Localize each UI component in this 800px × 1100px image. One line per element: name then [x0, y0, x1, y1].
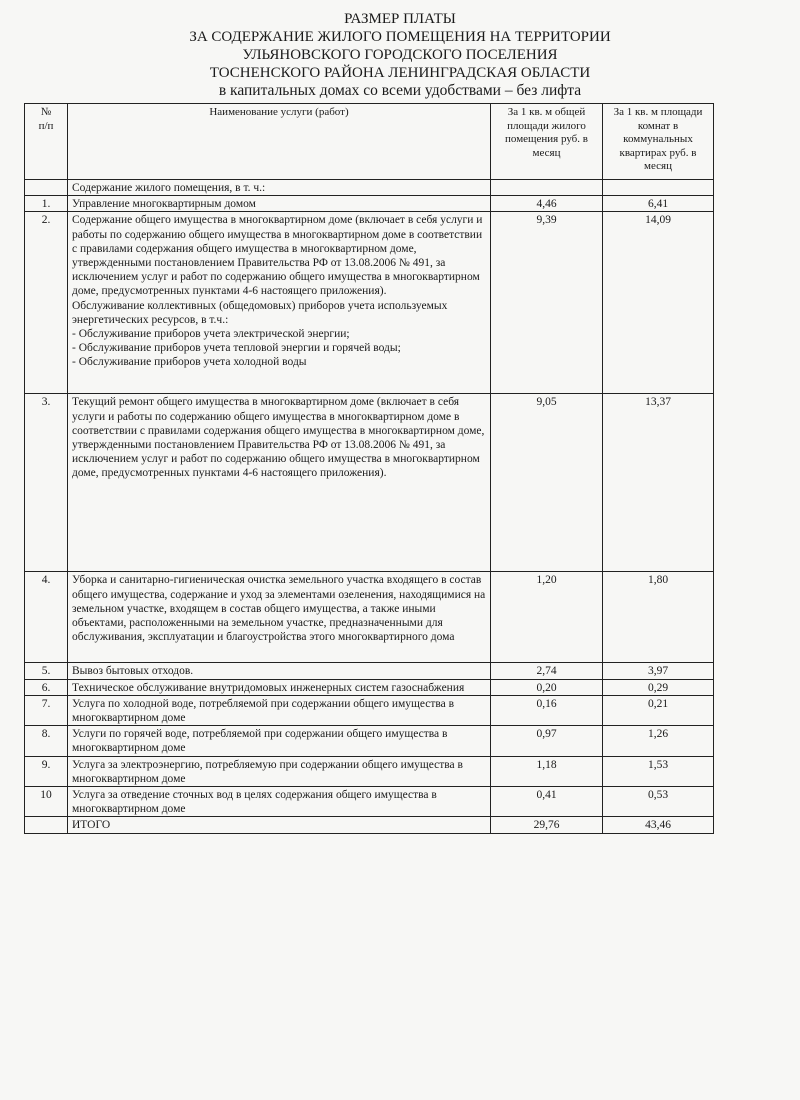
table-row: [25, 756, 714, 786]
section-row: [25, 180, 714, 196]
row-rate-communal: 0,21: [603, 695, 714, 725]
row-service-name: Услуга за электроэнергию, потребляемую при содержании общего имущества в многоквартирном доме: [68, 756, 491, 786]
row-service-name: Техническое обслуживание внутридомовых инженерных систем газоснабжения: [68, 679, 491, 695]
row-number: 6.: [25, 679, 68, 695]
title-line-4: ТОСНЕНСКОГО РАЙОНА ЛЕНИНГРАДСКАЯ ОБЛАСТИ: [209, 65, 591, 81]
row-service-name: Текущий ремонт общего имущества в многоквартирном доме (включает в себя услуги и работы по содержанию общего имущества в многоквартирном доме в соответствии с правилами содержания общего имущества в многоквартирном доме, утвержденными постановлением Правительства РФ от 13.08.2006 № 491, за исключением услуг и работ по содержанию общего имущества в многоквартирном доме, предусмотренных пунктами 4-6 настоящего приложения).: [68, 394, 491, 572]
row-rate-total-area: 9,39: [491, 212, 603, 394]
table-row: [25, 679, 714, 695]
table-row: [25, 663, 714, 679]
tariff-table: [24, 103, 714, 834]
title-line-2: ЗА СОДЕРЖАНИЕ ЖИЛОГО ПОМЕЩЕНИЯ НА ТЕРРИТОРИИ: [189, 29, 611, 45]
row-rate-communal: 1,80: [603, 572, 714, 663]
row-rate-total-area: 1,18: [491, 756, 603, 786]
row-rate-total-area: 0,20: [491, 679, 603, 695]
row-service-name: Вывоз бытовых отходов.: [68, 663, 491, 679]
total-rate-communal: 43,46: [603, 817, 714, 833]
section-num-cell: [25, 180, 68, 196]
row-service-name: Управление многоквартирным домом: [68, 196, 491, 212]
row-rate-communal: 0,29: [603, 679, 714, 695]
row-rate-total-area: 0,97: [491, 726, 603, 756]
title-line-5: в капитальных домах со всеми удобствами – без лифта: [218, 82, 582, 99]
table-row: [25, 695, 714, 725]
row-rate-communal: 13,37: [603, 394, 714, 572]
row-number: 10: [25, 787, 68, 817]
row-rate-total-area: 0,41: [491, 787, 603, 817]
section-v1-cell: [491, 180, 603, 196]
row-rate-total-area: 0,16: [491, 695, 603, 725]
header-row: [25, 104, 714, 180]
row-number: 8.: [25, 726, 68, 756]
row-rate-total-area: 2,74: [491, 663, 603, 679]
row-rate-communal: 0,53: [603, 787, 714, 817]
header-number: № п/п: [25, 104, 68, 180]
row-service-name: Услуга по холодной воде, потребляемой при содержании общего имущества в многоквартирном доме: [68, 695, 491, 725]
section-label: Содержание жилого помещения, в т. ч.:: [68, 180, 491, 196]
row-rate-communal: 6,41: [603, 196, 714, 212]
row-number: 3.: [25, 394, 68, 572]
table-row: [25, 196, 714, 212]
row-number: 9.: [25, 756, 68, 786]
row-rate-communal: 14,09: [603, 212, 714, 394]
table-row: [25, 572, 714, 663]
document-title: [0, 10, 800, 100]
table-row: [25, 394, 714, 572]
total-rate-total-area: 29,76: [491, 817, 603, 833]
total-label: ИТОГО: [68, 817, 491, 833]
row-service-name: Содержание общего имущества в многоквартирном доме (включает в себя услуги и работы по содержанию общего имущества в многоквартирном доме в соответствии с правилами содержания общего имущества в многоквартирном доме, утвержденными постановлением Правительства РФ от 13.08.2006 № 491, за исключением услуг и работ по содержанию общего имущества в многоквартирном доме, предусмотренных пунктами 4-6 настоящего приложения). Обслуживание коллективных (общедомовых) приборов учета используемых энергетических ресурсов, в т.ч.: - Обслуживание приборов учета электрической энергии; - Обслуживание приборов учета тепловой энергии и горячей воды; - Обслуживание приборов учета холодной воды: [68, 212, 491, 394]
header-rate-total-area: За 1 кв. м общей площади жилого помещения руб. в месяц: [491, 104, 603, 180]
row-rate-communal: 1,26: [603, 726, 714, 756]
title-line-3: УЛЬЯНОВСКОГО ГОРОДСКОГО ПОСЕЛЕНИЯ: [242, 47, 558, 63]
table-row: [25, 726, 714, 756]
row-service-name: Услуга за отведение сточных вод в целях содержания общего имущества в многоквартирном доме: [68, 787, 491, 817]
row-rate-communal: 1,53: [603, 756, 714, 786]
row-number: 4.: [25, 572, 68, 663]
row-service-name: Услуги по горячей воде, потребляемой при содержании общего имущества в многоквартирном доме: [68, 726, 491, 756]
table-row: [25, 787, 714, 817]
header-rate-communal-rooms: За 1 кв. м площади комнат в коммунальных квартирах руб. в месяц: [603, 104, 714, 180]
row-number: 2.: [25, 212, 68, 394]
row-rate-total-area: 4,46: [491, 196, 603, 212]
total-num-cell: [25, 817, 68, 833]
row-rate-total-area: 1,20: [491, 572, 603, 663]
row-number: 5.: [25, 663, 68, 679]
header-service-name: Наименование услуги (работ): [68, 104, 491, 180]
total-row: [25, 817, 714, 833]
row-number: 1.: [25, 196, 68, 212]
row-rate-communal: 3,97: [603, 663, 714, 679]
row-rate-total-area: 9,05: [491, 394, 603, 572]
row-number: 7.: [25, 695, 68, 725]
title-line-1: РАЗМЕР ПЛАТЫ: [344, 11, 456, 27]
row-service-name: Уборка и санитарно-гигиеническая очистка земельного участка входящего в состав общего имущества, содержание и уход за элементами озеленения, находящимися на земельном участке, входящем в состав общего имущества, а также иными объектами, расположенными на земельном участке, предназначенными для обслуживания, эксплуатации и благоустройства этого многоквартирного дома: [68, 572, 491, 663]
table-row: [25, 212, 714, 394]
section-v2-cell: [603, 180, 714, 196]
